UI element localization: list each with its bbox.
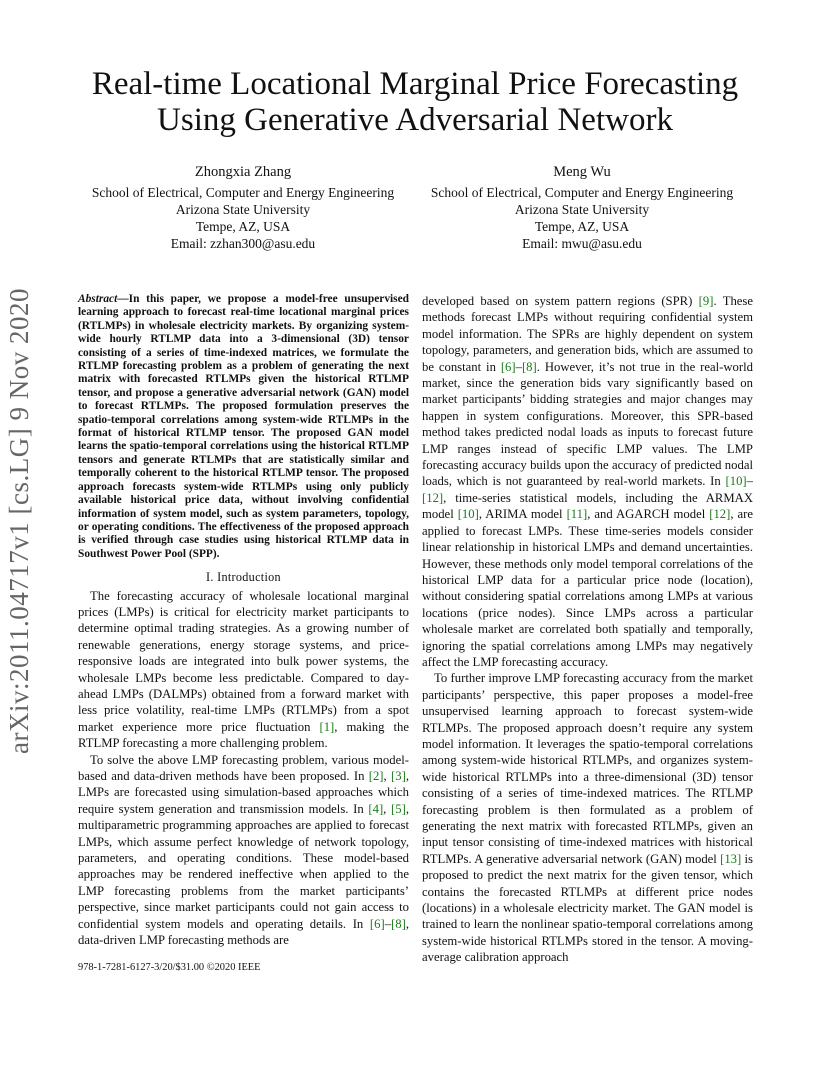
- citation-link[interactable]: [9]: [698, 294, 714, 308]
- citation-link[interactable]: [8]: [391, 916, 406, 931]
- citation-link[interactable]: [6]: [500, 359, 516, 374]
- title-line-1: Real-time Locational Marginal Price Forecasting: [91, 66, 739, 102]
- intro-paragraph-3: To further improve LMP forecasting accuracy from the market participants’ perspective, this paper proposes a model-free unsupervised learning approach to forecast system-wide RTLMPs. The proposed approach doesn’t require any system model information. It leverages the spatio-temporal correlations among system-wide historical RTLMPs, and organizes system-wide historical RTLMPs into a three-dimensional (3D) tensor consisting of a series of time-indexed matrices. The RTLMP forecasting problem is then formulated as a problem of generating the next matrix with forecasted RTLMPs, given an input tensor consisting of time-indexed matrices with historical RTLMPs. A generative adversarial network (GAN) model [13] is proposed to predict the next matrix for the given tensor, which contains the forecasted RTLMPs at different price nodes (locations) in a wholesale electricity market. The GAN model is trained to learn the nonlinear spatio-temporal correlations among system-wide historical RTLMPs stored in the tensor. A moving-average calibration approach: [422, 671, 753, 965]
- title-line-2: Using Generative Adversarial Network: [157, 102, 673, 138]
- author-block-2: [417, 164, 747, 252]
- copyright-footer: 978-1-7281-6127-3/20/$31.00 ©2020 IEEE: [78, 962, 261, 973]
- citation-link[interactable]: [8]: [521, 359, 537, 374]
- citation-link[interactable]: [2]: [368, 769, 384, 783]
- author-location: Tempe, AZ, USA: [534, 219, 630, 234]
- author-email[interactable]: Email: zzhan300@asu.edu: [170, 236, 316, 251]
- citation-link[interactable]: [12]: [709, 507, 731, 522]
- citation-link[interactable]: [11]: [566, 507, 588, 522]
- author-name: Meng Wu: [553, 164, 611, 180]
- intro-paragraph-2-continued: developed based on system pattern regions (SPR) [9]. These methods forecast LMPs without requiring confidential system model information. The SPRs are highly dependent on system topology, parameters, and generation bids, which are assumed to be constant in [6]–[8]. However, it’s not true in the real-world market, since the generation bids vary significantly based on market participants’ bidding strategies and major changes may happen in system configurations. Moreover, this SPR-based method takes predicted nodal loads as inputs to forecast future LMP ranges instead of specific LMP values. The LMP forecasting accuracy builds upon the accuracy of predicted nodal loads, which is not guaranteed by real-world markets. In [10]–[12], time-series statistical models, including the ARMAX model [10], ARIMA model [11], and AGARCH model [12], are applied to forecast LMPs. These time-series models consider linear relationship in historical LMPs and demand uncertainties. However, these methods only model temporal correlations of the historical LMP data for a particular price node (location), without considering spatial correlations among LMPs at various locations (price nodes). Since LMPs across a particular wholesale market are correlated both spatially and temporally, ignoring the spatial correlations among LMPs may negatively affect the LMP forecasting accuracy.: [422, 294, 754, 669]
- paper-title: [40, 66, 790, 138]
- citation-link[interactable]: [10]: [725, 474, 747, 489]
- author-affiliation: School of Electrical, Computer and Energy Engineering: [430, 185, 734, 200]
- right-column: [422, 293, 753, 966]
- author-block-1: [78, 164, 408, 252]
- author-affiliation: School of Electrical, Computer and Energy Engineering: [91, 185, 395, 200]
- citation-link[interactable]: [13]: [720, 851, 742, 866]
- section-heading: I. Introduction: [206, 570, 281, 585]
- citation-link[interactable]: [3]: [391, 769, 406, 783]
- author-university: Arizona State University: [514, 202, 650, 217]
- intro-paragraph-2: To solve the above LMP forecasting problem, various model-based and data-driven methods have been proposed. In [2], [3], LMPs are forecasted using simulation-based approaches which require system generation and transmission models. In [4], [5], multiparametric programming approaches are applied to forecast LMPs, which assume perfect knowledge of network topology, parameters, and operating conditions. These model-based approaches may be rendered ineffective when applied to the LMP forecasting problems from the market participants’ perspective, since market participants could not gain access to confidential system models and operating details. In [6]–[8], data-driven LMP forecasting methods are: [78, 752, 409, 948]
- author-email[interactable]: Email: mwu@asu.edu: [522, 236, 642, 251]
- author-university: Arizona State University: [175, 202, 311, 217]
- abstract-label: Abstract: [78, 293, 118, 305]
- author-name: Zhongxia Zhang: [194, 164, 292, 180]
- citation-link[interactable]: [1]: [319, 719, 335, 734]
- citation-link[interactable]: [5]: [391, 801, 406, 816]
- citation-link[interactable]: [6]: [369, 916, 385, 931]
- citation-link[interactable]: [4]: [368, 801, 384, 816]
- author-location: Tempe, AZ, USA: [195, 219, 291, 234]
- left-column: [78, 293, 409, 948]
- citation-link[interactable]: [10]: [457, 507, 479, 522]
- citation-link[interactable]: [12]: [422, 490, 444, 505]
- arxiv-side-label: arXiv:2011.04717v1 [cs.LG] 9 Nov 2020: [4, 288, 34, 754]
- abstract: [78, 293, 409, 561]
- abstract-text: —In this paper, we propose a model-free unsupervised learning approach to forecast real-time locational marginal prices (RTLMPs) in wholesale electricity markets. By organizing system-wide hourly RTLMP data into a 3-dimensional (3D) tensor consisting of a series of time-indexed matrices, we formulate the RTLMP forecasting problem as a problem of generating the next matrix with forecasted RTLMPs given the historical RTLMP tensor, and propose a generative adversarial network (GAN) model to forecast RTLMPs. The proposed formulation preserves the spatio-temporal correlations among system-wide RTLMPs in the format of historical RTLMP tensor. The proposed GAN model learns the spatio-temporal correlations using the historical RTLMP tensors and generate RTLMPs that are statistically similar and temporally coherent to the historical RTLMP tensor. The proposed approach forecasts system-wide RTLMPs using only publicly available historical price data, without involving confidential information of system model, such as system parameters, topology, or operating conditions. The effectiveness of the proposed approach is verified through case studies using historical RTLMP data in Southwest Power Pool (SPP).: [78, 293, 409, 560]
- intro-paragraph-1: The forecasting accuracy of wholesale locational marginal prices (LMPs) is critical for electricity market participants to determine optimal trading strategies. As a growing number of renewable generations, energy storage systems, and price-responsive loads are integrated into bulk power systems, the wholesale LMPs become less predictable. Compared to day-ahead LMPs (DALMPs) obtained from a forward market with less price volatility, real-time LMPs (RTLMPs) from a spot market experience more price fluctuation [1], making the RTLMP forecasting a more challenging problem.: [78, 588, 409, 751]
